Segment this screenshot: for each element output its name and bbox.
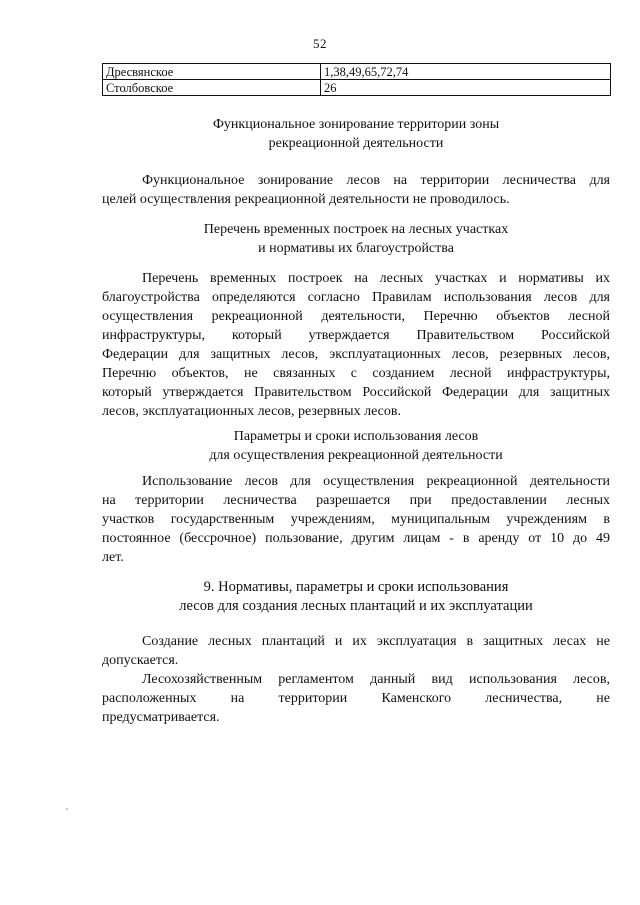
section-paragraph: Функциональное зонирование лесов на территории лесничества для целей осуществления рекреационной деятельности не проводилось. — [102, 173, 610, 207]
section-paragraph: Создание лесных плантаций и их эксплуатация в защитных лесах не допускается. Лесохозяйственным регламентом данный вид использования лесов, расположенных на территории Каменского лесничества, не предусматривается. — [102, 634, 610, 725]
section-paragraph: Использование лесов для осуществления рекреационной деятельности на территории лесничества разрешается при предоставлении лесных участков государственным учреждениям, муниципальным учреждениям в постоянное (бессрочное) пользование, другим лицам - в аренду от 10 до 49 лет. — [102, 474, 610, 565]
section-heading: Перечень временных построек на лесных участках и нормативы их благоустройства — [203, 222, 509, 256]
forest-district-table — [102, 63, 611, 96]
table-row — [103, 80, 611, 96]
scan-speck — [66, 808, 68, 810]
table-cell-value: 1,38,49,65,72,74 — [321, 64, 611, 80]
section-heading: Параметры и сроки использования лесов для осуществления рекреационной деятельности — [209, 429, 503, 463]
table-row — [103, 64, 611, 80]
page-number: 52 — [313, 36, 327, 51]
table-cell-name: Дресвянское — [103, 64, 321, 80]
table-cell-name: Столбовское — [103, 80, 321, 96]
section-heading: Функциональное зонирование территории зоны рекреационной деятельности — [212, 117, 500, 151]
section-paragraph: Перечень временных построек на лесных участках и нормативы их благоустройства определяются согласно Правилам использования лесов для осуществления рекреационной деятельности, Перечню объектов лесной инфраструктуры, который утверждается Правительством Российской Федерации для защитных лесов, эксплуатационных лесов, резервных лесов, Перечню объектов, не связанных с созданием лесной инфраструктуры, который утверждается Правительством Российской Федерации для защитных лесов, эксплуатационных лесов, резервных лесов. — [102, 271, 610, 419]
section-heading-numbered: 9. Нормативы, параметры и сроки использования лесов для создания лесных плантаций и их эксплуатации — [179, 579, 533, 614]
table-cell-value: 26 — [321, 80, 611, 96]
